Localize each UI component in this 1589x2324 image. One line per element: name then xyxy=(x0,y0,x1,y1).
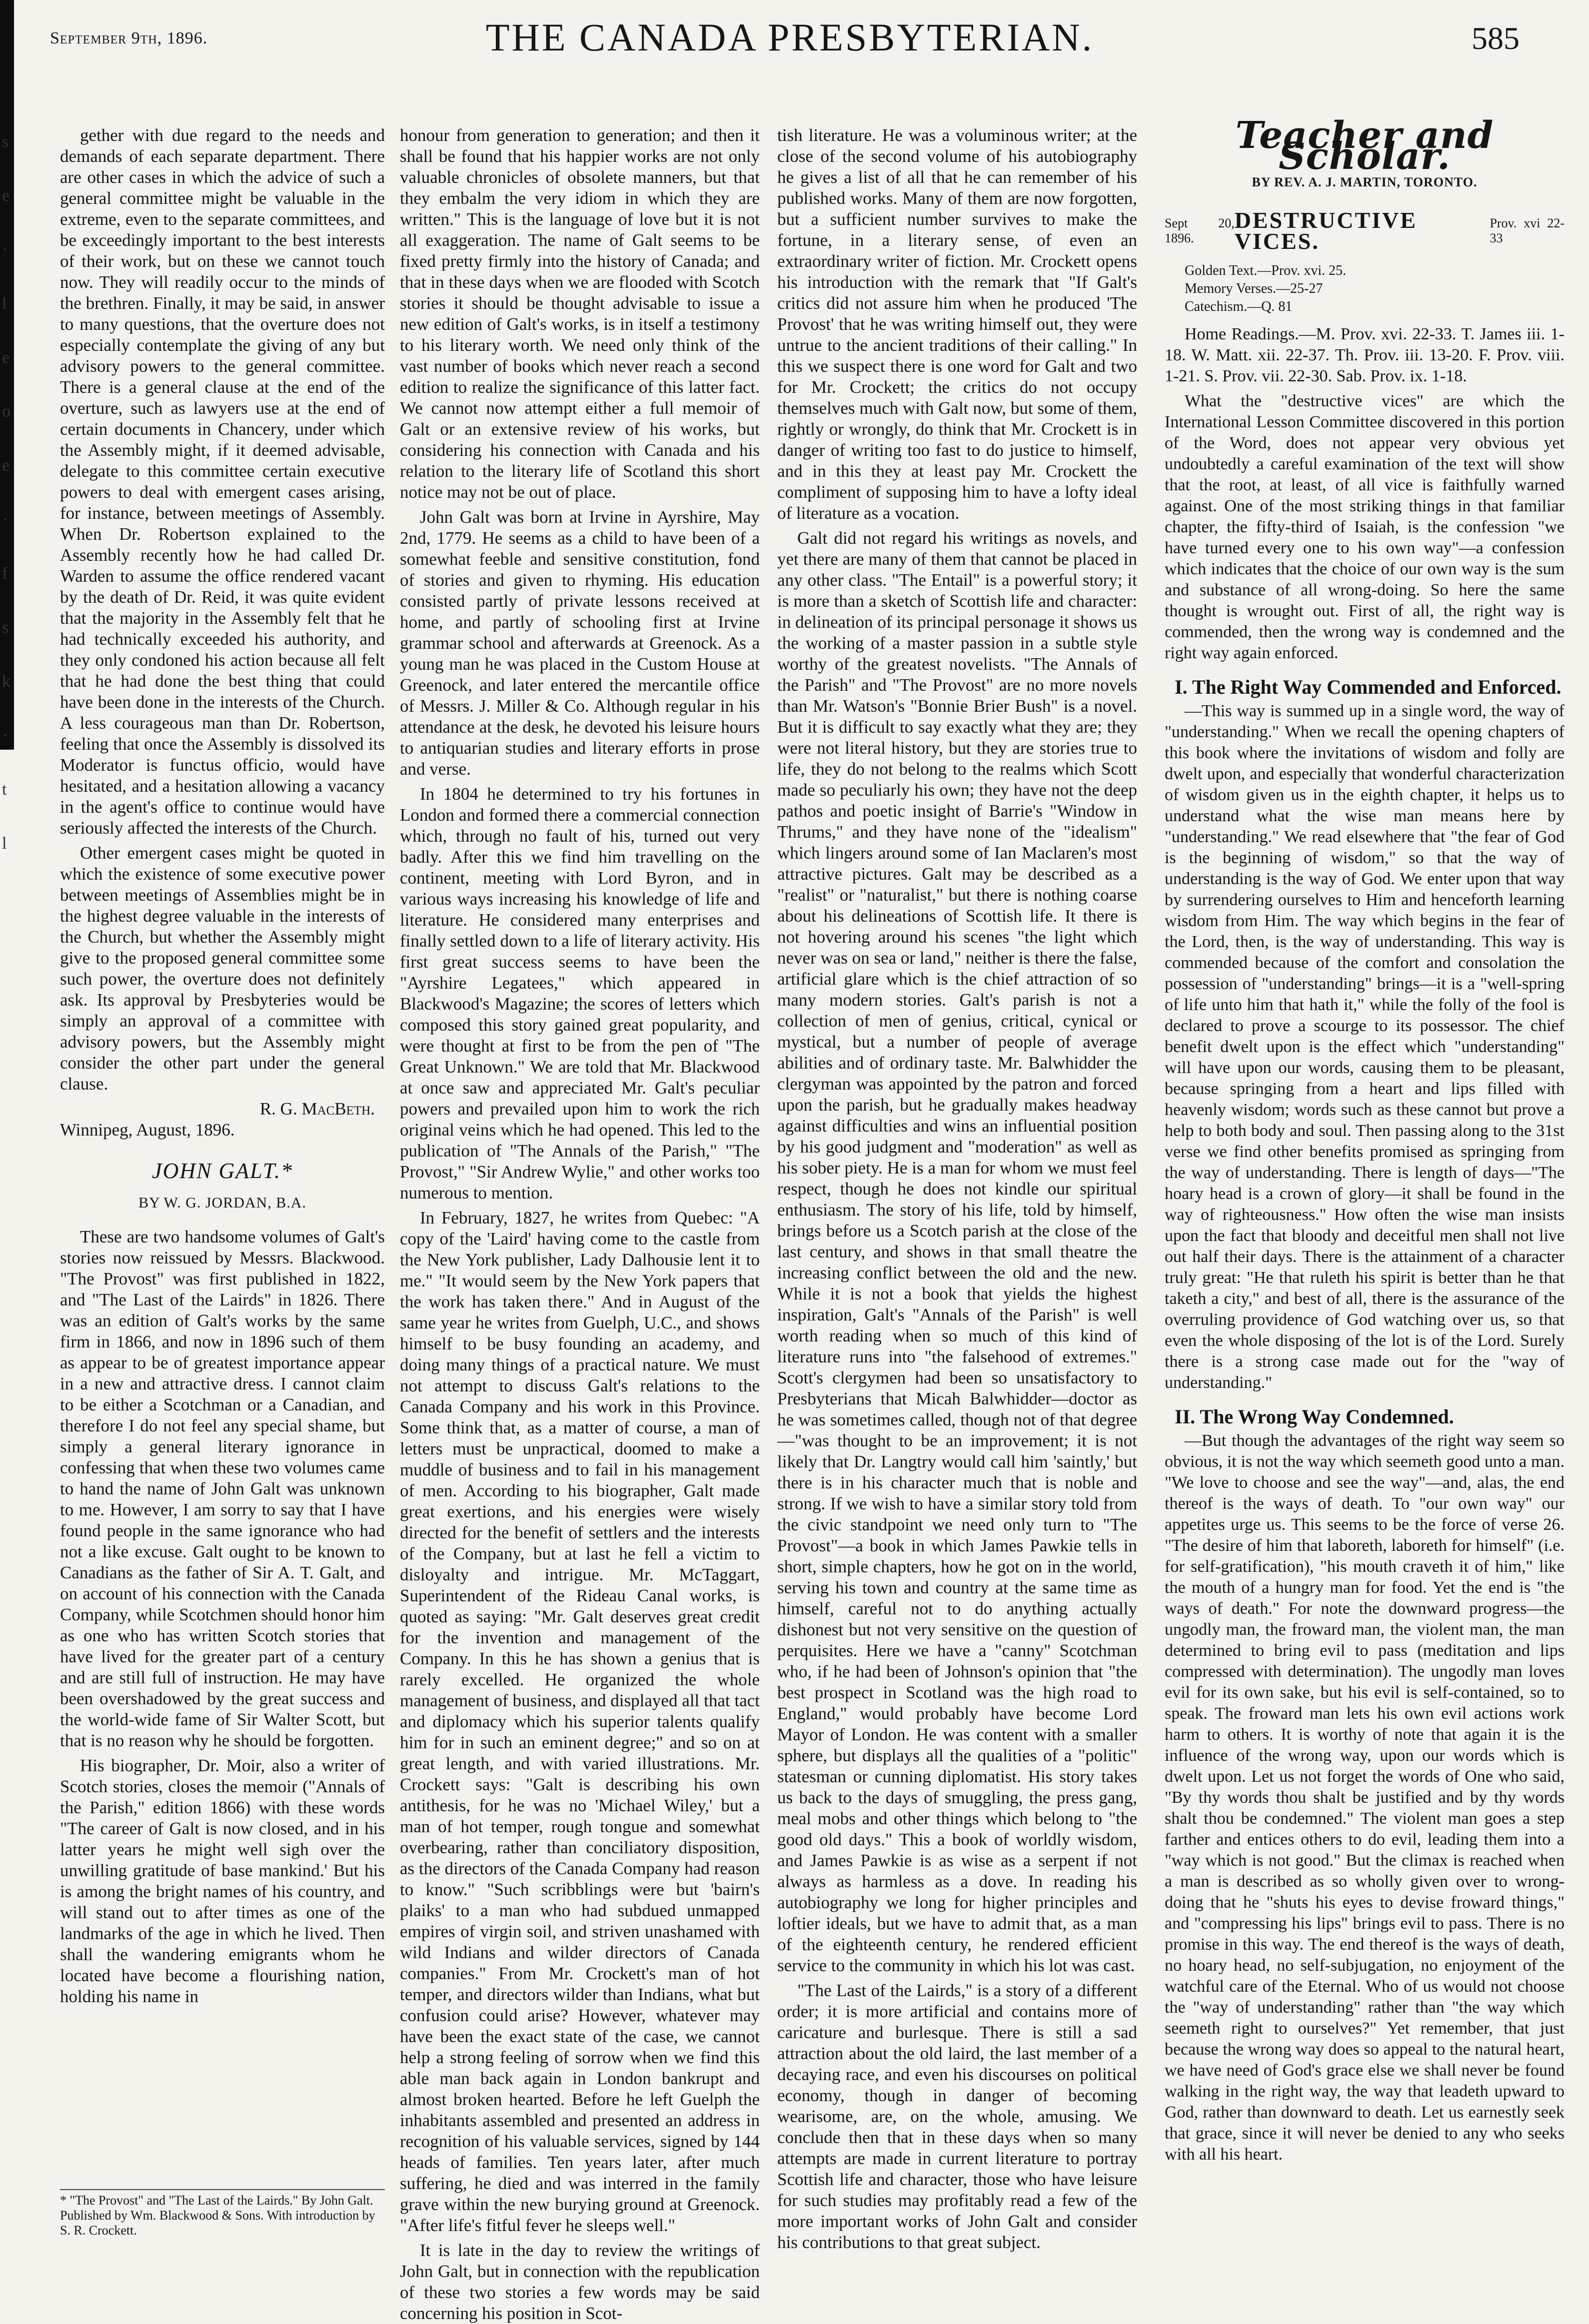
margin-mark: l xyxy=(2,834,7,853)
lesson-intro: What the "destructive vices" are which the International Lesson Committee discovered in this portion of the Word, does not appear very obvious yet undoubtedly a careful examination of the text will show that the root, at least, of all vice is faithfully warned against. One of the most striking things in that familiar chapter, the fifty-third of Isaiah, is the confession "we have turned every one to his own way"—a confession which indicates that the choice of our own way is the sum and substance of all wrong-doing. So here the same thought is wrought out. First of all, the right way is commended, then the wrong way is condemned and the right way again enforced. xyxy=(1165,392,1565,662)
department-byline: BY REV. A. J. MARTIN, TORONTO. xyxy=(1252,175,1478,189)
column-2 xyxy=(400,125,760,2323)
column-1 xyxy=(60,125,385,2239)
paragraph: tish literature. He was a voluminous writer; at the close of the second volume of his autobiography he gives a list of all that he can remember of his published works. Many of them are now forgotten, but a sufficient number survives to make the fortune, in a literary sense, of even an extraordinary writer of fiction. Mr. Crockett opens his introduction with the remark that "If Galt's critics did not assure him when he produced 'The Provost' that he was writing himself out, they were untrue to the ancient traditions of their calling." In this we suspect there is one word for Galt and two for Mr. Crockett; the critics do not occupy themselves much with Galt now, but some of them, rightly or wrongly, do think that Mr. Crockett is in danger of writing too fast to do justice to himself, and in this they at least pay Mr. Crockett the compliment of supposing him to have a lofty ideal of literature as a vocation. xyxy=(777,125,1137,523)
paragraph: John Galt was born at Irvine in Ayrshire, May 2nd, 1779. He seems as a child to have been of a somewhat feeble and sensitive constitution, fond of stories and given to rhyming. His education consisted partly of private lessons received at home, and partly of schooling first at Irvine grammar school and afterwards at Greenock. As a young man he was placed in the Custom House at Greenock, and later entered the mercantile office of Messrs. J. Miller & Co. Although regular in his attendance at the desk, he devoted his leisure hours to antiquarian studies and literary efforts in prose and verse. xyxy=(400,507,760,779)
margin-mark: k xyxy=(2,672,10,691)
margin-marks xyxy=(2,115,16,871)
section-heading: I. The Right Way Commended and Enforced. xyxy=(1175,676,1562,698)
lesson-heading xyxy=(1165,207,1565,254)
article-byline: BY W. G. JORDAN, B.A. xyxy=(138,1194,306,1211)
paragraph: In February, 1827, he writes from Quebec: "A copy of the 'Laird' having come to the castle from the New York publisher, Lady Dalhousie lent it to me." "It would seem by the New York papers that the work has taken there." And in August of the same year he writes from Guelph, U.C., and shows himself to be busy founding an academy, and doing many things of a practical nature. We must not attempt to discuss Galt's relations to the Canada Company and his work in this Province. Some think that, as a matter of course, a man of letters must be unpractical, doomed to make a muddle of business and to fail in his management of men. According to his biographer, Galt made great exertions, and his energies were wisely directed for the benefit of settlers and the interests of the Company, but at last he fell a victim to disloyalty and intrigue. Mr. McTaggart, Superintendent of the Rideau Canal works, is quoted as saying: "Mr. Galt deserves great credit for the invention and management of the Company. In this he has shown a genius that is rarely excelled. He organized the whole management of business, and displayed all that tact and diplomacy which his superior talents qualify him for in such an eminent degree;" and so on at great length, and with varied illustrations. Mr. Crockett says: "Galt is describing his own antithesis, for he was no 'Michael Wiley,' but a man of hot temper, rough tongue and somewhat overbearing, rather than conciliatory disposition, as the directors of the Canada Company had reason to know." "Such scribblings were but 'bairn's plaiks' to a man who had subdued unmapped empires of virgin soil, and striven unashamed with wild Indians and wilder directors of Canada companies." From Mr. Crockett's man of hot temper, and directors wilder than Indians, what but confusion could arise? However, whatever may have been the exact state of the case, we cannot help a strong feeling of sorrow when we find this able man back again in London bankrupt and almost broken hearted. Before he left Guelph the inhabitants assembled and presented an address in recognition of his valuable services, signed by 144 heads of families. Ten years later, after much suffering, he died and was interred in the family grave within the new burying ground at Greenock. "After life's fitful fever he sleeps well." xyxy=(400,1208,760,2235)
column-4 xyxy=(1165,114,1565,2239)
paragraph: gether with due regard to the needs and demands of each separate department. There are other cases in which the advice of such a general committee might be valuable in the extreme, even to the separate committees, and be exceedingly important to the best interests of their work, but on these we cannot touch now. They will readily occur to the minds of the brethren. Finally, it may be said, in answer to many questions, that the overture does not especially contemplate the giving of any but advisory powers to the general committee. There is a general clause at the end of the overture, such as lawyers use at the end of certain documents in Chancery, under which the Assembly might, if it deemed advisable, delegate to this committee certain executive powers to deal with emergent cases arising, for instance, between meetings of Assembly. When Dr. Robertson explained to the Assembly recently how he had called Dr. Warden to assume the office rendered vacant by the death of Dr. Reid, it was quite evident that the majority in the Assembly felt that he had technically exceeded his authority, and they only condoned his action because all felt that he had done the best thing that could have been done in the interests of the Church. A less courageous man than Dr. Robertson, feeling that once the Assembly is dissolved its Moderator is functus officio, would have hesitated, and a hesitation allowing a vacancy in the agent's office to continue would have seriously affected the interests of the Church. xyxy=(60,125,385,838)
footnote: * "The Provost" and "The Last of the Lairds." By John Galt. Published by Wm. Blackwood & Sons. With introduction by S. R. Crockett. xyxy=(60,2189,385,2238)
margin-mark: t xyxy=(2,780,7,799)
margin-mark: s xyxy=(2,132,9,151)
home-readings: Home Readings.—M. Prov. xvi. 22-33. T. James iii. 1-18. W. Matt. xii. 22-37. Th. Prov. iii. 13-20. F. Prov. viii. 1-21. S. Prov. vii. 22-30. Sab. Prov. ix. 1-18. xyxy=(1165,325,1565,385)
paragraph: In 1804 he determined to try his fortunes in London and formed there a commercial connection which, through no fault of his, turned out very badly. After this we find him travelling on the continent, meeting with Lord Byron, and in various ways increasing his knowledge of life and literature. He considered many enterprises and finally settled down to a life of literary activity. His first great success seems to have been the "Ayrshire Legatees," which appeared in Blackwood's Magazine; the scores of letters which composed this story gained great popularity, and were thought at first to be from the pen of "The Great Unknown." We are told that Mr. Blackwood at once saw and appreciated Mr. Galt's peculiar powers and prevailed upon him to work the rich original veins which he had opened. This led to the publication of "The Annals of the Parish," "The Provost," "Sir Andrew Wylie," and other works too numerous to mention. xyxy=(400,784,760,1202)
masthead-title: THE CANADA PRESBYTERIAN. xyxy=(485,15,1094,59)
paragraph: These are two handsome volumes of Galt's stories now reissued by Messrs. Blackwood. "The Provost" was first published in 1822, and "The Last of the Lairds" in 1826. There was an edition of Galt's works by the same firm in 1866, and now in 1896 such of them as appear to be of greatest importance appear in a new and attractive dress. I cannot claim to be either a Scotchman or a Canadian, and therefore I do not feel any special shame, but simply a general literary ignorance in confessing that when these two volumes came to hand the name of John Galt was unknown to me. However, I am sorry to say that I have found people in the same ignorance who had not a like excuse. Galt ought to be known to Canadians as the father of Sir A. T. Galt, and on account of his connection with the Canada Company, while Scotchmen should honor him as one who has written Scotch stories that have lived for the greater part of a century and are still full of instruction. He may have been overshadowed by the great success and the world-wide fame of Sir Walter Scott, but that is no reason why he should be forgotten. xyxy=(60,1227,385,1750)
catechism: Catechism.—Q. 81 xyxy=(1185,299,1293,314)
margin-mark: · xyxy=(2,510,8,529)
issue-date: September 9th, 1896. xyxy=(50,29,208,47)
lesson-reference: Prov. xvi 22-33 xyxy=(1490,216,1565,245)
margin-mark: e xyxy=(2,348,10,367)
memory-verses: Memory Verses.—25-27 xyxy=(1185,281,1323,296)
page-number: 585 xyxy=(1472,20,1520,56)
section-heading: II. The Wrong Way Condemned. xyxy=(1175,1405,1454,1428)
column-3 xyxy=(777,125,1137,2252)
paragraph: "The Last of the Lairds," is a story of a different order; it is more artificial and contains more of caricature and burlesque. There is still a sad attraction about the old laird, the last member of a decaying race, and even his discourses on political economy, though in danger of becoming wearisome, are, on the whole, amusing. We conclude then that in these days when so many attempts are made in current literature to portray Scottish life and character, those who have leisure for such studies may profitably read a few of the more important works of John Galt and consider his contributions to that great subject. xyxy=(777,1981,1137,2252)
paragraph: It is late in the day to review the writings of John Galt, but in connection with the republication of these two stories a few words may be said concerning his position in Scot- xyxy=(400,2241,760,2323)
lesson-date: Sept 20, 1896. xyxy=(1165,216,1235,245)
section-text: —This way is summed up in a single word, the way of "understanding." When we recall the opening chapters of this book where the invitations of wisdom and folly are dwelt upon, and especially that wonderful characterization of wisdom given us in the eighth chapter, it helps us to understand what the wise man means here by "understanding." We read elsewhere that "the fear of God is the beginning of wisdom," so that the way of understanding is the way of God. We enter upon that way by surrendering ourselves to Him and henceforth learning wisdom from Him. The way which begins in the fear of the Lord, then, is the way of understanding. This way is commended because of the comfort and consolation the possession of "understanding" brings—it is a "well-spring of life unto him that hath it," while the folly of the fool is declared to prove a scourge to its possessor. The chief benefit dwelt upon is the effect which "understanding" will have upon our words, causing them to be pleasant, because springing from a heart and lips filled with heavenly wisdom; words such as these cannot but prove a help to both body and soul. Then passing along to the 31st verse we find other benefits promised as springing from the way of understanding. There is length of days—"The hoary head is a crown of glory—it shall be found in the way of righteousness." How often the wise man insists upon the fact that bloody and deceitful men shall not live out half their days. There is the attainment of a character truly great: "He that ruleth his spirit is better than he that taketh a city," and best of all, there is the assurance of the overruling providence of God watching over us, so that even the whole disposing of the lot is of the Lord. Surely there is a strong case made out for the "way of understanding." xyxy=(1165,702,1565,1392)
golden-text: Golden Text.—Prov. xvi. 25. xyxy=(1185,263,1347,278)
paragraph: His biographer, Dr. Moir, also a writer of Scotch stories, closes the memoir ("Annals of the Parish," edition 1866) with these words "The career of Galt is now closed, and in his latter years he might well sigh over the unwilling gratitude of base mankind.' But his is among the bright names of his country, and will stand out to after times as one of the landmarks of the age in which he lived. Then shall the wandering emigrants whom he located have become a flourishing nation, holding his name in xyxy=(60,1756,385,2006)
section-text: —But though the advantages of the right way seem so obvious, it is not the way which seemeth good unto a man. "We love to choose and see the way"—and, alas, the end thereof is the ways of death. To "our own way" our appetites urge us. This seems to be the force of verse 26. "The desire of him that laboreth, laboreth for himself" (i.e. for self-gratification), "his mouth craveth it of him," like the mouth of a hungry man for food. Yet the end is "the ways of death." For note the downward progress—the ungodly man, the froward man, the violent man, the man determined to bring evil to pass (meditation and lips compressed with determination). The ungodly man loves evil for its own sake, but his evil is self-contained, so to speak. The froward man lets his own evil actions work harm to others. It is worthy of note that again it is the influence of the wrong way, upon our words which is dwelt upon. Let us not forget the words of One who said, "By thy words thou shalt be justified and by thy words shalt thou be condemned." The violent man goes a step farther and entices others to do evil, leading them into a "way which is not good." But the climax is reached when a man is described as so wholly given over to wrong-doing that he "shuts his eyes to devise froward things," and "compressing his lips" brings evil to pass. There is no promise in this way. The end thereof is the ways of death, no hoary head, no self-subjugation, no enjoyment of the watchful care of the Eternal. Who of us would not choose the "way of understanding" rather than "the way which seemeth right to ourselves?" Yet remember, that just because the wrong way does so appeal to the natural heart, we have need of God's grace else we shall never be found walking in the right way, the way that leadeth upward to God, rather than downward to death. Let us earnestly seek that grace, since it will never be denied to any who seeks with all his heart. xyxy=(1165,1431,1565,2164)
signature: R. G. MacBeth. xyxy=(259,1099,375,1119)
paragraph: honour from generation to generation; and then it shall be found that his happier works are not only valuable chronicles of obsolete manners, but that they embalm the very idiom in which they are written." This is the language of love but it is not all exaggeration. The name of Galt seems to be fixed pretty firmly into the history of Canada; and that in these days when we are flooded with Scotch stories it should be thought advisable to issue a new edition of Galt's works, is in itself a testimony to his literary worth. We need only think of the vast number of books which never reach a second edition to realize the significance of this latter fact. We cannot now attempt either a full memoir of Galt or an extensive review of his works, but considering his connection with Canada and his relation to the literary life of Scotland this short notice may not be out of place. xyxy=(400,125,760,502)
margin-mark: · xyxy=(2,726,8,745)
margin-mark: o xyxy=(2,402,10,421)
margin-mark: · xyxy=(2,240,8,259)
article-title: JOHN GALT.* xyxy=(152,1159,293,1183)
page-header xyxy=(40,15,1540,60)
paragraph: Galt did not regard his writings as novels, and yet there are many of them that cannot be placed in any other class. "The Entail" is a powerful story; it is more than a sketch of Scottish life and character: in delineation of its principal personage it shows us the working of a master passion in a subtle style worthy of the greatest novelists. "The Annals of the Parish" and "The Provost" are no more novels than Mr. Watson's "Bonnie Brier Bush" is a novel. But it is difficult to say exactly what they are; they were not literal history, but they are stories true to life, they do not belong to the realms which Scott made so peculiarly his own; they have not the deep pathos and poetic insight of Barrie's "Window in Thrums," and they have none of the "idealism" which lingers around some of Ian Maclaren's most attractive pictures. Galt may be described as a "realist" or "naturalist," but there is nothing coarse about his delineations of Scottish life. It there is not hovering around his scenes "the light which never was on sea or land," neither is there the false, artificial glare which is the chief attraction of so many modern stories. Galt's parish is not a collection of men of genius, critical, cynical or mystical, but a number of people of average abilities and of ordinary taste. Mr. Balwhidder the clergyman was appointed by the patron and forced upon the parish, but he gradually makes headway against difficulties and wins an influential position by his good judgment and "moderation" as well as his sober piety. He is a man for whom we must feel respect, though he does not kindle our spiritual enthusiasm. The story of his life, told by himself, brings before us a Scotch parish at the close of the last century, and shows in that small theatre the increasing conflict between the old and the new. While it is not a book that yields the highest inspiration, Galt's "Annals of the Parish" is well worth reading when so much of this kind of literature runs into "the falsehood of extremes." Scott's clergymen had been so unsatisfactory to Presbyterians that Micah Balwhidder—doctor as he was sometimes called, though not of that degree—"was thought to be an improvement; it is not likely that Dr. Langtry would call him 'saintly,' but there is in his character much that is noble and strong. If we wish to have a similar story told from the civic standpoint we need only turn to "The Provost"—a book in which James Pawkie tells in short, simple chapters, how he got on in the world, serving his town and country at the same time as himself, careful not to do anything actually dishonest but not very sensitive on the question of perquisites. Here we have a "canny" Scotchman who, if he had been of Johnson's opinion that "the best prospect in Scotland was the high road to England," would probably have become Lord Mayor of London. He was content with a smaller sphere, but displays all the qualities of a "politic" statesman or cunning diplomatist. His story takes us back to the days of smuggling, the press gang, meal mobs and other things which belong to "the good old days." This a book of worldly wisdom, and James Pawkie is as wise as a serpent if not always as harmless as a dove. In reading his autobiography we long for higher principles and loftier ideals, but we have to admit that, as a man of the eighteenth century, he rendered efficient service to the community in which his lot was cast. xyxy=(777,528,1137,1975)
margin-mark: l xyxy=(2,294,7,313)
lesson-title: DESTRUCTIVE VICES. xyxy=(1234,207,1418,254)
dateline: Winnipeg, August, 1896. xyxy=(60,1120,235,1140)
department-title: Teacher and Scholar. xyxy=(1235,114,1494,178)
margin-mark: s xyxy=(2,618,9,637)
lesson-meta xyxy=(1165,262,1565,316)
margin-mark: e xyxy=(2,186,10,205)
margin-mark: f xyxy=(2,564,8,583)
margin-mark: e xyxy=(2,456,10,475)
paragraph: Other emergent cases might be quoted in which the existence of some executive power between meetings of Assemblies might be in the highest degree valuable in the interests of the Church, but whether the Assembly might give to the proposed general committee some such power, the overture does not definitely ask. Its approval by Presbyteries would be simply an approval of a committee with advisory powers, but the Assembly might consider the other part under the general clause. xyxy=(60,843,385,1094)
